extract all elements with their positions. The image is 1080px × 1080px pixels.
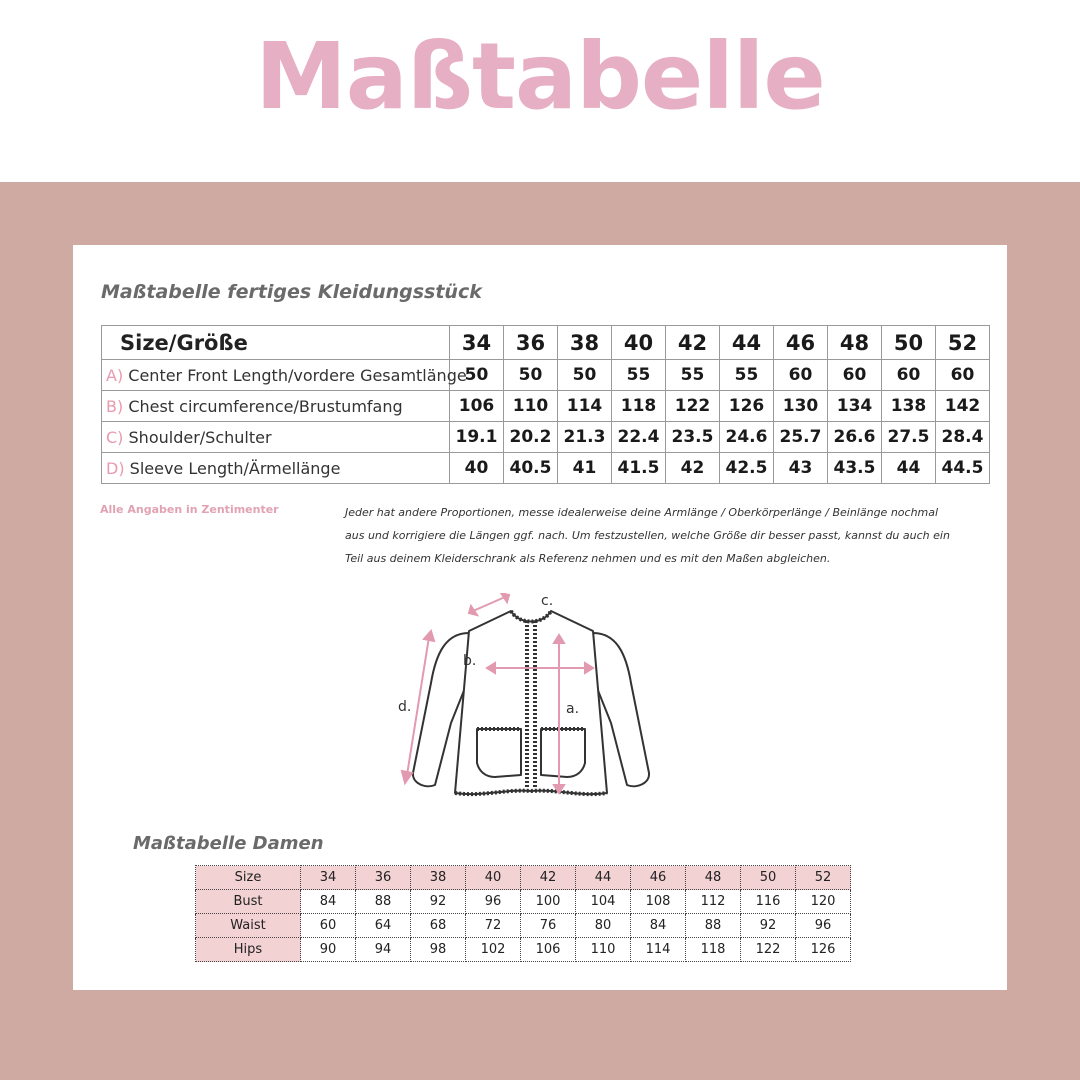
measurement-name: Center Front Length/vordere Gesamtlänge [128, 365, 467, 385]
women-size-cell: 40 [466, 866, 521, 890]
arrowhead [424, 631, 434, 641]
diagram-label-a: a. [566, 701, 580, 717]
measurement-value: 27.5 [882, 422, 936, 453]
women-measurement-value: 102 [466, 938, 521, 962]
page-title: Maßtabelle [255, 23, 825, 130]
women-measurement-value: 84 [301, 890, 356, 914]
measurement-letter: C) [106, 427, 124, 447]
women-measurement-value: 98 [411, 938, 466, 962]
advice-line: Teil aus deinem Kleiderschrank als Referenz nehmen und es mit den Maßen abgleichen. [345, 552, 831, 565]
measurement-value: 44 [882, 453, 936, 484]
size-header-cell: 36 [504, 326, 558, 360]
measurement-value: 41 [558, 453, 612, 484]
measurement-value: 55 [612, 360, 666, 391]
finished-garment-table [101, 325, 990, 484]
women-measurement-value: 116 [741, 890, 796, 914]
women-measurement-label: Hips [196, 938, 301, 962]
women-measurement-value: 92 [411, 890, 466, 914]
measurement-value: 22.4 [612, 422, 666, 453]
measurement-value: 55 [720, 360, 774, 391]
measurement-name: Shoulder/Schulter [128, 427, 272, 447]
women-measurement-value: 94 [356, 938, 411, 962]
diagram-label-d: d. [398, 699, 412, 715]
size-header-cell: 52 [936, 326, 990, 360]
measurement-value: 118 [612, 391, 666, 422]
measurement-name: Sleeve Length/Ärmellänge [129, 458, 341, 478]
diagram-label-b: b. [463, 653, 477, 669]
women-size-cell: 44 [576, 866, 631, 890]
measurement-value: 60 [936, 360, 990, 391]
measure-line-c [473, 597, 505, 611]
jacket-diagram [391, 593, 671, 808]
arrowhead [402, 771, 412, 783]
size-header-cell: 48 [828, 326, 882, 360]
size-header-row [102, 326, 990, 360]
women-size-cell: 52 [796, 866, 851, 890]
measurement-value: 138 [882, 391, 936, 422]
measurement-value: 19.1 [450, 422, 504, 453]
advice-line: Jeder hat andere Proportionen, messe idealerweise deine Armlänge / Oberkörperlänge / Beinlänge nochmal [345, 506, 939, 519]
size-header-cell: 50 [882, 326, 936, 360]
women-measurement-value: 118 [686, 938, 741, 962]
jacket-left-pocket [477, 729, 521, 777]
measurement-value: 134 [828, 391, 882, 422]
measurement-value: 114 [558, 391, 612, 422]
women-measurement-row [196, 914, 851, 938]
women-measurement-value: 122 [741, 938, 796, 962]
measurement-value: 50 [450, 360, 504, 391]
women-table-title: Maßtabelle Damen [133, 833, 324, 854]
measurement-name: Chest circumference/Brustumfang [128, 396, 403, 416]
women-measurement-label: Bust [196, 890, 301, 914]
measurement-value: 25.7 [774, 422, 828, 453]
women-size-cell: 34 [301, 866, 356, 890]
size-header-cell: 44 [720, 326, 774, 360]
size-header-cell: 38 [558, 326, 612, 360]
advice-line: aus und korrigiere die Längen ggf. nach. Um festzustellen, welche Größe dir besser passt, kannst du auch ein [345, 529, 950, 542]
women-measurement-value: 96 [796, 914, 851, 938]
measurement-value: 60 [828, 360, 882, 391]
women-size-label: Size [196, 866, 301, 890]
diagram-label-c: c. [541, 593, 554, 609]
fit-advice-note [345, 501, 990, 570]
measurement-label [102, 453, 450, 484]
measurement-row [102, 391, 990, 422]
header-area [0, 0, 1080, 182]
women-size-cell: 38 [411, 866, 466, 890]
women-measurement-value: 84 [631, 914, 686, 938]
measurement-value: 60 [774, 360, 828, 391]
women-measurement-value: 110 [576, 938, 631, 962]
measurement-letter: A) [106, 365, 124, 385]
measurement-value: 42.5 [720, 453, 774, 484]
measurement-label [102, 391, 450, 422]
measurement-letter: D) [106, 458, 125, 478]
measurement-value: 126 [720, 391, 774, 422]
women-size-cell: 36 [356, 866, 411, 890]
size-header-label: Size/Größe [102, 326, 450, 360]
women-measurement-value: 100 [521, 890, 576, 914]
women-measurement-row [196, 890, 851, 914]
size-header-cell: 42 [666, 326, 720, 360]
measurement-value: 40.5 [504, 453, 558, 484]
women-measurement-value: 68 [411, 914, 466, 938]
measurement-value: 40 [450, 453, 504, 484]
women-measurement-value: 104 [576, 890, 631, 914]
measurement-value: 106 [450, 391, 504, 422]
measurement-value: 28.4 [936, 422, 990, 453]
women-size-cell: 46 [631, 866, 686, 890]
women-measurement-value: 88 [686, 914, 741, 938]
women-measurement-value: 80 [576, 914, 631, 938]
measurement-letter: B) [106, 396, 124, 416]
women-size-cell: 42 [521, 866, 576, 890]
measurement-value: 42 [666, 453, 720, 484]
women-measurement-value: 120 [796, 890, 851, 914]
measurement-value: 23.5 [666, 422, 720, 453]
women-measurement-value: 90 [301, 938, 356, 962]
size-header-cell: 34 [450, 326, 504, 360]
women-measurement-value: 126 [796, 938, 851, 962]
measurement-value: 21.3 [558, 422, 612, 453]
women-measurement-value: 64 [356, 914, 411, 938]
measurement-value: 44.5 [936, 453, 990, 484]
women-measurement-value: 92 [741, 914, 796, 938]
finished-garment-title: Maßtabelle fertiges Kleidungsstück [101, 281, 482, 303]
size-chart-card [73, 245, 1007, 990]
women-size-cell: 48 [686, 866, 741, 890]
measurement-value: 20.2 [504, 422, 558, 453]
measurement-value: 142 [936, 391, 990, 422]
measurement-value: 55 [666, 360, 720, 391]
measurement-row [102, 422, 990, 453]
women-measurement-value: 112 [686, 890, 741, 914]
measurement-value: 122 [666, 391, 720, 422]
women-measurement-value: 96 [466, 890, 521, 914]
measurement-label [102, 422, 450, 453]
women-size-table [195, 865, 851, 962]
size-header-cell: 40 [612, 326, 666, 360]
measurement-value: 24.6 [720, 422, 774, 453]
measurement-value: 41.5 [612, 453, 666, 484]
measurement-value: 43 [774, 453, 828, 484]
size-header-cell: 46 [774, 326, 828, 360]
women-measurement-value: 108 [631, 890, 686, 914]
women-measurement-value: 106 [521, 938, 576, 962]
women-size-row [196, 866, 851, 890]
women-measurement-row [196, 938, 851, 962]
measurement-value: 50 [504, 360, 558, 391]
measurement-label [102, 360, 467, 391]
women-measurement-value: 114 [631, 938, 686, 962]
women-measurement-label: Waist [196, 914, 301, 938]
measurement-value: 60 [882, 360, 936, 391]
measurement-row [102, 360, 990, 391]
measurement-value: 130 [774, 391, 828, 422]
units-note: Alle Angaben in Zentimenter [100, 503, 279, 516]
jacket-right-pocket [541, 729, 585, 777]
women-measurement-value: 60 [301, 914, 356, 938]
measurement-value: 26.6 [828, 422, 882, 453]
measurement-row [102, 453, 990, 484]
women-measurement-value: 88 [356, 890, 411, 914]
women-measurement-value: 76 [521, 914, 576, 938]
measurement-value: 50 [558, 360, 612, 391]
women-measurement-value: 72 [466, 914, 521, 938]
measurement-value: 43.5 [828, 453, 882, 484]
women-size-cell: 50 [741, 866, 796, 890]
measurement-value: 110 [504, 391, 558, 422]
